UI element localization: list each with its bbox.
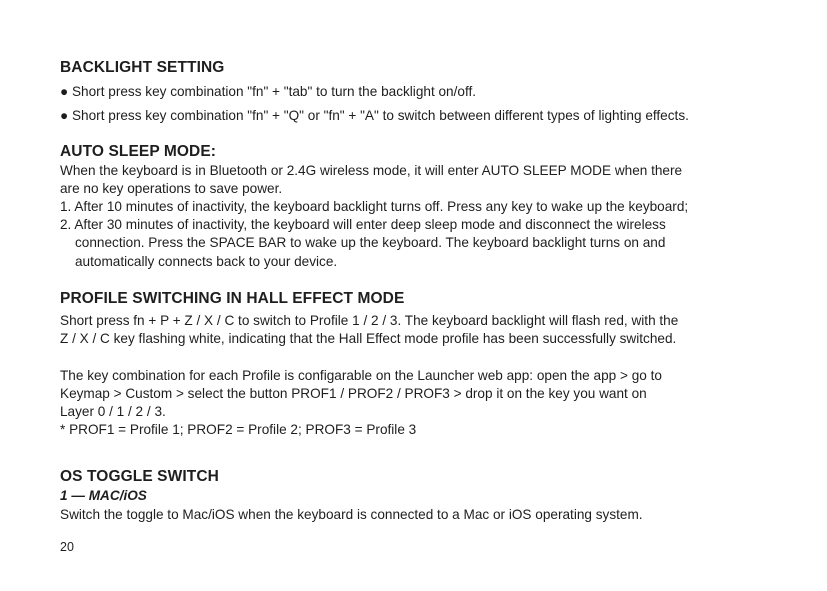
profile-text-line-2: Z / X / C key flashing white, indicating that the Hall Effect mode profile has been successfully switched. bbox=[60, 331, 677, 346]
profile-note: * PROF1 = Profile 1; PROF2 = Profile 2; PROF3 = Profile 3 bbox=[60, 422, 417, 437]
auto-sleep-intro-line-1: When the keyboard is in Bluetooth or 2.4G wireless mode, it will enter AUTO SLEEP MODE when there bbox=[60, 163, 683, 178]
backlight-heading: BACKLIGHT SETTING bbox=[60, 59, 225, 76]
profile-heading: PROFILE SWITCHING IN HALL EFFECT MODE bbox=[60, 290, 405, 307]
auto-sleep-heading: AUTO SLEEP MODE: bbox=[60, 143, 217, 160]
profile-text-line-1: Short press fn + P + Z / X / C to switch to Profile 1 / 2 / 3. The keyboard backlight will flash red, with the bbox=[60, 313, 679, 328]
backlight-bullet-effects: ● Short press key combination "fn" + "Q" or "fn" + "A" to switch between different types of lighting effects. bbox=[60, 108, 689, 123]
auto-sleep-intro-line-2: are no key operations to save power. bbox=[60, 181, 283, 196]
auto-sleep-step-2-line-1: 2. After 30 minutes of inactivity, the keyboard will enter deep sleep mode and disconnect the wireless bbox=[60, 217, 666, 232]
os-toggle-subheading: 1 — MAC/iOS bbox=[60, 488, 147, 503]
profile-config-line-2: Keymap > Custom > select the button PROF1 / PROF2 / PROF3 > drop it on the key you want on bbox=[60, 386, 647, 401]
auto-sleep-step-2-line-3: automatically connects back to your device. bbox=[75, 254, 338, 269]
auto-sleep-step-1: 1. After 10 minutes of inactivity, the keyboard backlight turns off. Press any key to wake up the keyboard; bbox=[60, 199, 689, 214]
auto-sleep-step-2-line-2: connection. Press the SPACE BAR to wake up the keyboard. The keyboard backlight turns on and bbox=[75, 235, 666, 250]
os-toggle-text: Switch the toggle to Mac/iOS when the keyboard is connected to a Mac or iOS operating system. bbox=[60, 507, 643, 522]
page-number: 20 bbox=[60, 540, 74, 554]
profile-config-line-3: Layer 0 / 1 / 2 / 3. bbox=[60, 404, 166, 419]
profile-config-line-1: The key combination for each Profile is configarable on the Launcher web app: open the app > go to bbox=[60, 368, 662, 383]
os-toggle-heading: OS TOGGLE SWITCH bbox=[60, 468, 219, 485]
backlight-bullet-toggle: ● Short press key combination "fn" + "tab" to turn the backlight on/off. bbox=[60, 84, 477, 99]
